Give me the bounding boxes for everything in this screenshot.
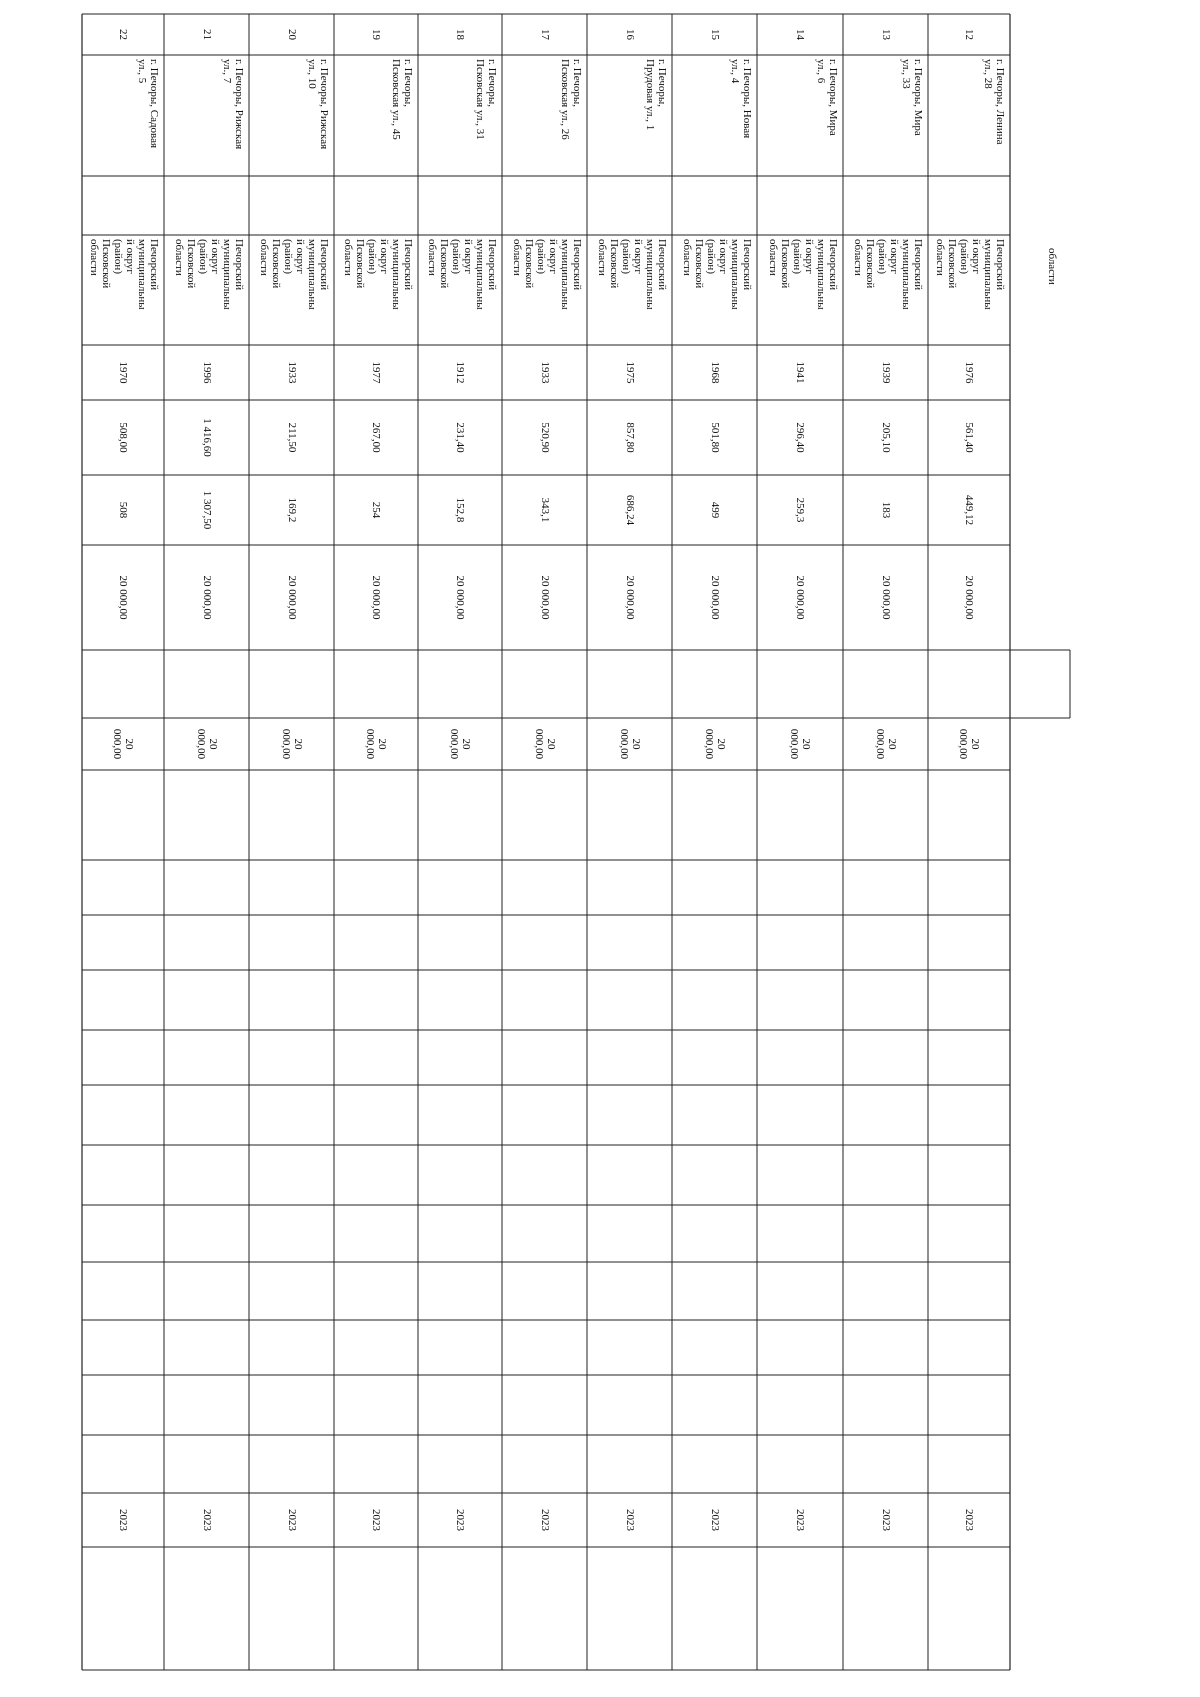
cell-area-total: 231,40 <box>454 422 466 453</box>
cell-address: г. Печоры, Ленина ул., 28 <box>982 59 1006 145</box>
cell-amount-b: 20 000,00 <box>788 728 812 760</box>
cell-num: 22 <box>117 29 129 40</box>
cell-area-living: 508 <box>117 501 129 519</box>
cell-plan-year: 2023 <box>879 1509 892 1531</box>
cell-plan-year: 2023 <box>623 1509 636 1531</box>
cell-plan-year: 2023 <box>370 1509 382 1531</box>
cell-plan-year: 2023 <box>708 1509 721 1531</box>
cell-amount-a: 20 000,00 <box>200 575 213 620</box>
cell-num: 13 <box>879 29 892 40</box>
cell-area-total: 296,40 <box>794 422 806 453</box>
cell-area-living: 1 307,50 <box>200 490 213 530</box>
cell-num: 12 <box>963 29 975 40</box>
cell-municipality: Печорский муниципальны й округ (район) Псковской области <box>258 239 330 310</box>
cell-address: г. Печоры, Мира ул., 33 <box>900 59 924 136</box>
cell-area-living: 152,8 <box>454 497 466 523</box>
cell-address: г. Печоры, Прудовая ул., 1 <box>644 59 668 131</box>
cell-address: г. Печоры, Псковская ул., 45 <box>390 59 414 140</box>
cell-year: 1939 <box>879 361 892 384</box>
cell-area-total: 211,50 <box>285 422 298 453</box>
cell-plan-year: 2023 <box>794 1509 806 1531</box>
cell-municipality: Печорский муниципальны й округ (район) Псковской области <box>511 239 583 310</box>
cell-amount-b: 20 000,00 <box>617 728 642 760</box>
cell-area-living: 499 <box>708 501 721 519</box>
cell-municipality: Печорский муниципальны й округ (район) Псковской области <box>596 239 668 310</box>
cell-plan-year: 2023 <box>538 1509 551 1531</box>
cell-num: 17 <box>538 29 551 40</box>
cell-area-total: 267,00 <box>370 422 382 453</box>
cell-year: 1977 <box>370 361 382 384</box>
cell-municipality: Печорский муниципальны й округ (район) Псковской области <box>173 239 245 310</box>
cell-municipality: Печорский муниципальны й округ (район) Псковской области <box>426 239 498 310</box>
cell-area-total: 520,90 <box>538 422 551 453</box>
cell-area-living: 449,12 <box>963 494 975 526</box>
cell-amount-b: 20 000,00 <box>532 728 557 760</box>
cell-address: г. Печоры, Псковская ул., 26 <box>559 59 583 140</box>
cell-area-total: 1 416,60 <box>200 418 213 457</box>
cell-amount-a: 20 000,00 <box>285 575 298 620</box>
cell-municipality: Печорский муниципальны й округ (район) Псковской области <box>681 239 753 310</box>
cell-amount-b: 20 000,00 <box>194 728 219 760</box>
cell-municipality: Печорский муниципальны й округ (район) Псковской области <box>852 239 924 310</box>
cell-address: г. Печоры, Садовая ул., 5 <box>136 59 160 149</box>
cell-amount-a: 20 000,00 <box>370 575 382 620</box>
cell-amount-b: 20 000,00 <box>873 728 898 760</box>
cell-plan-year: 2023 <box>963 1509 975 1531</box>
cell-plan-year: 2023 <box>454 1509 466 1531</box>
cell-year: 1912 <box>454 361 466 384</box>
header-district-fragment: области <box>1046 248 1058 285</box>
cell-address: г. Печоры, Новая ул., 4 <box>729 59 753 139</box>
cell-area-total: 205,10 <box>879 422 892 453</box>
cell-address: г. Печоры, Мира ул., 6 <box>815 59 839 136</box>
cell-amount-b: 20 000,00 <box>702 728 727 760</box>
cell-amount-a: 20 000,00 <box>538 575 551 620</box>
cell-amount-a: 20 000,00 <box>117 575 129 620</box>
cell-num: 20 <box>285 29 298 40</box>
cell-num: 19 <box>370 29 382 40</box>
cell-plan-year: 2023 <box>200 1509 213 1531</box>
cell-address: г. Печоры, Рижская ул., 10 <box>306 59 330 150</box>
cell-area-living: 686,24 <box>623 494 636 526</box>
cell-area-living: 169,2 <box>285 497 298 523</box>
cell-amount-a: 20 000,00 <box>454 575 466 620</box>
cell-year: 1933 <box>285 361 298 384</box>
cell-num: 14 <box>794 29 806 40</box>
cell-area-total: 857,80 <box>623 422 636 453</box>
cell-amount-b: 20 000,00 <box>111 728 135 760</box>
cell-year: 1933 <box>538 361 551 384</box>
cell-year: 1996 <box>200 361 213 384</box>
cell-municipality: Печорский муниципальны й округ (район) Псковской области <box>934 239 1006 310</box>
cell-plan-year: 2023 <box>117 1509 129 1531</box>
cell-num: 21 <box>200 29 213 40</box>
cell-year: 1941 <box>794 361 806 384</box>
cell-area-total: 561,40 <box>963 422 975 453</box>
cell-amount-b: 20 000,00 <box>448 728 472 760</box>
cell-year: 1970 <box>117 361 129 384</box>
cell-year: 1968 <box>708 361 721 384</box>
cell-municipality: Печорский муниципальны й округ (район) Псковской области <box>342 239 414 310</box>
cell-num: 15 <box>708 29 721 40</box>
cell-year: 1976 <box>963 361 975 384</box>
cell-address: г. Печоры, Псковская ул., 31 <box>474 59 498 140</box>
cell-num: 16 <box>623 29 636 40</box>
cell-area-living: 259,3 <box>794 497 806 523</box>
cell-area-living: 254 <box>370 501 382 519</box>
cell-amount-b: 20 000,00 <box>957 728 981 760</box>
cell-num: 18 <box>454 29 466 40</box>
cell-amount-a: 20 000,00 <box>623 575 636 620</box>
cell-amount-b: 20 000,00 <box>364 728 388 760</box>
cell-amount-a: 20 000,00 <box>879 575 892 620</box>
cell-plan-year: 2023 <box>285 1509 298 1531</box>
cell-amount-a: 20 000,00 <box>963 575 975 620</box>
cell-amount-a: 20 000,00 <box>794 575 806 620</box>
cell-amount-b: 20 000,00 <box>279 728 304 760</box>
cell-year: 1975 <box>623 361 636 384</box>
cell-area-total: 508,00 <box>117 422 129 453</box>
cell-amount-a: 20 000,00 <box>708 575 721 620</box>
cell-area-total: 501,80 <box>708 422 721 453</box>
cell-area-living: 343,1 <box>538 497 551 523</box>
cell-municipality: Печорский муниципальны й округ (район) Псковской области <box>767 239 839 310</box>
cell-area-living: 183 <box>879 501 892 519</box>
cell-municipality: Печорский муниципальны й округ (район) Псковской области <box>88 239 160 310</box>
cell-address: г. Печоры, Рижская ул., 7 <box>221 59 245 150</box>
